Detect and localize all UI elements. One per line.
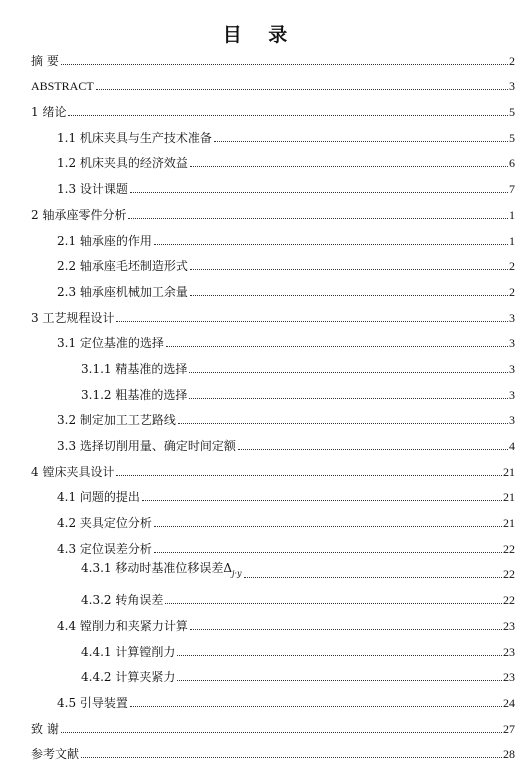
toc-entry-page: 23: [503, 618, 515, 633]
toc-dot-leader: [130, 706, 502, 707]
toc-entry-label: 3 工艺规程设计: [31, 310, 115, 325]
toc-entry[interactable]: [31, 93, 515, 119]
toc-dot-leader: [68, 115, 508, 116]
toc-entry-page: 23: [503, 644, 515, 659]
toc-entry-label: 4.4 镗削力和夹紧力计算: [57, 618, 188, 633]
toc-entry-page: 27: [503, 721, 515, 736]
toc-entry[interactable]: [31, 504, 515, 530]
toc-dot-leader: [116, 321, 508, 322]
toc-title: 目 录: [222, 24, 298, 46]
toc-entry-page: 2: [509, 53, 515, 68]
toc-entry-label: 4.3.2 转角误差: [81, 593, 164, 608]
toc-dot-leader: [177, 655, 502, 656]
toc-entry-page: 21: [503, 490, 515, 505]
toc-entry-label: 4 镗床夹具设计: [31, 464, 115, 479]
toc-dot-leader: [116, 475, 502, 476]
toc-entry-page: 23: [503, 670, 515, 685]
toc-entry-label: ABSTRACT: [31, 79, 94, 94]
toc-entry-page: 3: [509, 336, 515, 351]
toc-dot-leader: [166, 346, 508, 347]
toc-entry-label: 参考文献: [31, 747, 80, 761]
toc-entry-page: 6: [509, 156, 515, 171]
toc-dot-leader: [154, 526, 502, 527]
toc-entry-label: 3.1.2 粗基准的选择: [81, 387, 188, 402]
toc-entry-label: 4.4.1 计算镗削力: [81, 644, 176, 659]
toc-entry-label: 3.2 制定加工工艺路线: [57, 413, 176, 428]
toc-dot-leader: [96, 89, 508, 90]
toc-dot-leader: [190, 295, 508, 296]
toc-entry[interactable]: [31, 248, 515, 274]
toc-dot-leader: [244, 577, 502, 578]
toc-entry-label: 3.1 定位基准的选择: [57, 336, 164, 351]
toc-entry-label: 2 轴承座零件分析: [31, 207, 127, 222]
toc-entry-subscript: j·y: [232, 569, 242, 579]
toc-entry-label: 4.4.2 计算夹紧力: [81, 670, 176, 685]
toc-entry[interactable]: [31, 273, 515, 299]
toc-entry-page: 24: [503, 695, 515, 710]
toc-entry-page: 5: [509, 105, 515, 120]
toc-entry[interactable]: [31, 710, 515, 736]
toc-entry-label: 2.2 轴承座毛坯制造形式: [57, 259, 188, 274]
toc-entry-label: 3.1.1 精基准的选择: [81, 361, 188, 376]
toc-dot-leader: [178, 423, 508, 424]
toc-entry-page: 5: [509, 130, 515, 145]
toc-dot-leader: [81, 757, 502, 758]
toc-dot-leader: [130, 192, 508, 193]
toc-entry-label: 2.3 轴承座机械加工余量: [57, 284, 188, 299]
toc-entry[interactable]: [31, 684, 515, 710]
toc-entry[interactable]: [31, 350, 515, 376]
toc-entry-label: 4.2 夹具定位分析: [57, 516, 152, 531]
toc-entry-page: 3: [509, 387, 515, 402]
toc-entry[interactable]: [31, 145, 515, 171]
toc-entry[interactable]: [31, 556, 515, 582]
toc-entry-label: 3.3 选择切削用量、确定时间定额: [57, 439, 236, 453]
toc-dot-leader: [190, 269, 508, 270]
toc-entry-page: 4: [509, 439, 515, 453]
toc-entry[interactable]: [31, 736, 515, 761]
table-of-contents: [31, 42, 515, 761]
toc-dot-leader: [128, 218, 508, 219]
toc-entry-label: 1 绪论: [31, 105, 67, 120]
toc-entry[interactable]: [31, 119, 515, 145]
toc-entry-page: 2: [509, 284, 515, 299]
toc-entry[interactable]: [31, 376, 515, 402]
toc-entry[interactable]: [31, 427, 515, 453]
toc-dot-leader: [154, 552, 502, 553]
toc-dot-leader: [61, 64, 508, 65]
toc-entry-page: 2: [509, 259, 515, 274]
toc-dot-leader: [190, 166, 508, 167]
toc-entry[interactable]: [31, 325, 515, 351]
toc-entry[interactable]: [31, 659, 515, 685]
toc-dot-leader: [165, 603, 502, 604]
toc-entry[interactable]: [31, 196, 515, 222]
toc-entry-page: 3: [509, 361, 515, 376]
toc-entry-page: 21: [503, 464, 515, 479]
toc-entry[interactable]: [31, 170, 515, 196]
toc-entry[interactable]: [31, 222, 515, 248]
toc-entry[interactable]: [31, 299, 515, 325]
toc-dot-leader: [142, 500, 502, 501]
toc-entry-page: 3: [509, 79, 515, 94]
toc-dot-leader: [177, 680, 502, 681]
toc-dot-leader: [189, 398, 508, 399]
toc-entry-label: 1.3 设计课题: [57, 182, 128, 197]
toc-entry-page: 22: [503, 567, 515, 582]
toc-entry[interactable]: [31, 530, 515, 556]
toc-entry-label: 4.5 引导装置: [57, 695, 128, 710]
toc-entry-label: 摘 要: [31, 53, 59, 68]
toc-entry[interactable]: [31, 479, 515, 505]
toc-entry-page: 7: [509, 182, 515, 197]
toc-entry-page: 28: [503, 747, 515, 761]
toc-entry[interactable]: [31, 453, 515, 479]
toc-entry-page: 22: [503, 593, 515, 608]
toc-entry-page: 1: [509, 233, 515, 248]
toc-entry-label: 4.3.1 移动时基准位移误差$\Delta_{j\cdot y}$: [81, 561, 242, 579]
toc-entry-label: 1.1 机床夹具与生产技术准备: [57, 130, 212, 145]
toc-entry-label: 1.2 机床夹具的经济效益: [57, 156, 188, 171]
toc-dot-leader: [214, 141, 508, 142]
toc-entry-label: 4.3 定位误差分析: [57, 541, 152, 556]
toc-dot-leader: [238, 449, 508, 450]
toc-entry[interactable]: [31, 402, 515, 428]
toc-dot-leader: [61, 732, 502, 733]
toc-entry-label: 4.1 问题的提出: [57, 490, 140, 505]
toc-entry[interactable]: [31, 633, 515, 659]
toc-dot-leader: [190, 629, 502, 630]
toc-entry[interactable]: [31, 581, 515, 607]
toc-entry[interactable]: [31, 607, 515, 633]
toc-entry-page: 3: [509, 413, 515, 428]
toc-entry-page: 22: [503, 541, 515, 556]
toc-entry-label: 致 谢: [31, 721, 59, 736]
toc-dot-leader: [189, 372, 508, 373]
toc-entry[interactable]: [31, 42, 515, 68]
toc-dot-leader: [154, 244, 508, 245]
toc-entry-page: 3: [509, 310, 515, 325]
toc-entry[interactable]: [31, 68, 515, 94]
toc-entry-page: 21: [503, 516, 515, 531]
toc-entry-label: 2.1 轴承座的作用: [57, 233, 152, 248]
toc-entry-page: 1: [509, 207, 515, 222]
